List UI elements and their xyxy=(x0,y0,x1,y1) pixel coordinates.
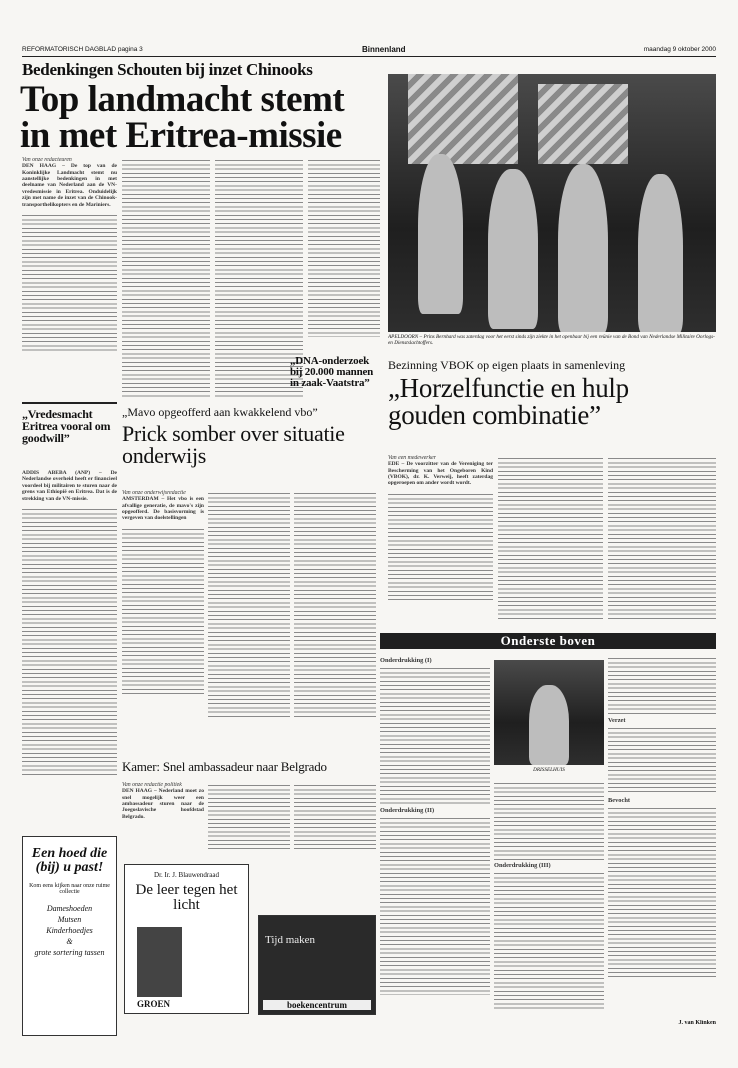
ad2-author: Dr. Ir. J. Blauwendraad xyxy=(154,871,219,879)
lead-title xyxy=(20,79,345,156)
prick-intro: AMSTERDAM – Het vbo is een afvallige generatie, de mavo's zijn opgeofferd. De basisvorming is vergeven van doelstellingen xyxy=(122,496,204,522)
dna-title: „DNA-onderzoek bij 20.000 mannen in zaak-Vaatstra” xyxy=(290,356,374,389)
main-photo-caption: APELDOORN – Prins Bernhard was zaterdag voor het eerst sinds zijn ziekte in het openbaar bij een reünie van de Bond van Nederlandse Militaire Oorlogs- en Dienstslachtoffers. xyxy=(388,334,715,346)
hat-shop-ad xyxy=(22,836,117,1036)
kamer-title: Kamer: Snel ambassadeur naar Belgrado xyxy=(122,760,327,774)
ad1-list: Dameshoeden Mutsen Kinderhoedjes & grote sortering tassen xyxy=(34,904,105,957)
onderste-boven-banner: Onderste boven xyxy=(380,633,716,649)
header-date: maandag 9 oktober 2000 xyxy=(643,46,716,53)
lead-column-2 xyxy=(122,157,210,397)
section-title: Bevocht xyxy=(608,797,631,805)
vbok-title-line1: „Horzelfunctie en hulp xyxy=(388,373,629,403)
author: J. van Klinken xyxy=(678,1020,716,1026)
section-title: Onderdrukking (I) xyxy=(380,657,432,664)
book-cover xyxy=(137,927,182,997)
vbok-headline xyxy=(388,358,718,448)
kamer-body xyxy=(122,782,204,852)
ad2-brand: GROEN xyxy=(137,999,171,1009)
divider xyxy=(22,402,117,404)
lead-kicker: Bedenkingen Schouten bij inzet Chinooks xyxy=(22,60,313,79)
section-title: Onderdrukking (III) xyxy=(494,862,551,869)
ad1-subtitle: Kom eens kijken naar onze ruime collectie xyxy=(29,883,110,895)
ad3-brand: boekencentrum xyxy=(263,1000,371,1010)
vbok-column-1 xyxy=(388,455,493,620)
vbok-kicker: Bezinning VBOK op eigen plaats in samenleving xyxy=(388,358,626,372)
prick-byline: Van onze onderwijsredactie xyxy=(122,490,186,496)
prick-column-1 xyxy=(122,490,204,720)
vredesmacht-title: „Vredesmacht Eritrea vooral om goodwill” xyxy=(22,408,111,445)
vredesmacht-body xyxy=(22,470,117,800)
onderste-column-3 xyxy=(608,655,716,1015)
section-title: Verzet xyxy=(608,717,626,724)
lead-column-1 xyxy=(22,157,117,397)
lead-byline: Van onze redacteuren xyxy=(22,157,72,163)
prick-title: Prick somber over situatie onderwijs xyxy=(122,421,345,468)
header-section: Binnenland xyxy=(362,45,406,54)
book-ad xyxy=(124,864,249,1014)
vbok-column-3 xyxy=(608,455,716,620)
kamer-column-2 xyxy=(208,782,290,852)
vbok-intro: EDE – De voorzitter van de Vereniging ter Bescherming van het Ongeboren Kind (VBOK), dr. K. Verweij, heeft zaterdag opgeroepen om ander wordt wordt. xyxy=(388,461,493,487)
bookshop-ad xyxy=(258,915,376,1015)
page-header xyxy=(22,45,716,57)
lead-intro: DEN HAAG – De top van de Koninklijke Landmacht stemt nu aanstellijke bedenkingen in met deelname van Nederland aan de VN-vredesmissie in Eritrea. Onduidelijk zijn met name de inzet van de Chinook-transporthelikopters en de Mariniers. xyxy=(22,163,117,208)
kamer-column-3 xyxy=(294,782,376,852)
lead-column-4 xyxy=(308,157,380,337)
prick-column-3 xyxy=(294,490,376,720)
lead-title-line1: Top landmacht stemt xyxy=(20,79,345,120)
onderste-column-1 xyxy=(380,655,490,1015)
prick-headline xyxy=(122,405,380,485)
onderste-column-2 xyxy=(494,780,604,1015)
vredesmacht-intro: ADDIS ABEBA (ANP) – De Nederlandse overheid heeft er financieel voordeel bij militairen te sturen naar de grens van Ethiopië en Eritrea. Dat is de strekking van de VN-missie. xyxy=(22,470,117,502)
prick-column-2 xyxy=(208,490,290,720)
lead-body-text xyxy=(22,212,117,352)
orchestra-photo xyxy=(494,660,604,765)
orchestra-photo-caption: DRISSELHUIS xyxy=(533,767,565,773)
header-publication: REFORMATORISCH DAGBLAD pagina 3 xyxy=(22,46,143,53)
lead-title-line2: in met Eritrea-missie xyxy=(20,115,342,156)
kamer-intro: DEN HAAG – Nederland moet zo snel mogelijk weer een ambassadeur sturen naar de Joegoslavische hoofdstad Belgrado. xyxy=(122,788,204,820)
main-photo xyxy=(388,74,716,332)
ad1-headline: Een hoed die (bij) u past! xyxy=(31,846,108,875)
vbok-column-2 xyxy=(498,455,603,620)
ad3-title: Tijd maken xyxy=(265,934,316,946)
ad2-title: De leer tegen het licht xyxy=(135,882,238,913)
prick-kicker: „Mavo opgeofferd aan kwakkelend vbo” xyxy=(122,405,318,419)
section-title: Onderdrukking (II) xyxy=(380,807,435,815)
vbok-title-line2: gouden combinatie” xyxy=(388,400,601,430)
kamer-byline: Van onze redactie politiek xyxy=(122,782,182,788)
vbok-byline: Van een medewerker xyxy=(388,455,436,461)
